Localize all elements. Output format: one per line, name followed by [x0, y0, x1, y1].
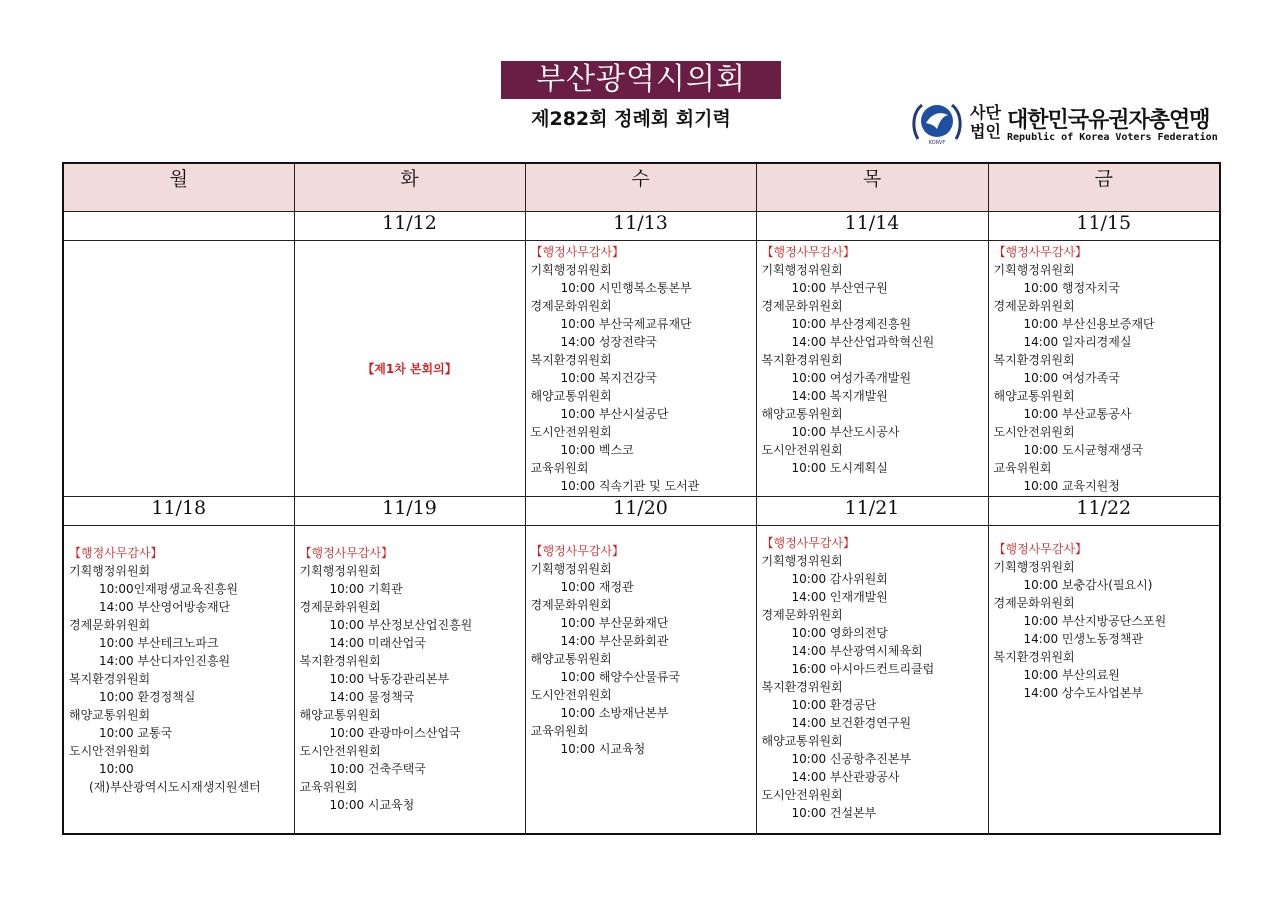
date-cell	[63, 212, 294, 241]
agenda-item: 10:00 부산시설공단	[560, 407, 669, 421]
schedule-list	[526, 241, 756, 495]
week1-schedule-row	[63, 241, 1220, 497]
agenda-item: 10:00 영화의전당	[791, 626, 888, 640]
agenda-item: 10:00 감사위원회	[791, 572, 888, 586]
agenda-item: 10:00 도시균형재생국	[1023, 443, 1144, 457]
committee-name: 교육위원회	[299, 780, 358, 794]
agenda-item: 10:00 부산교통공사	[1023, 407, 1132, 421]
agenda-item: 10:00 관광마이스산업국	[329, 726, 461, 740]
agenda-item: 10:00 시민행복소통본부	[560, 281, 692, 295]
agenda-item: 10:00 신공항추진본부	[791, 752, 912, 766]
schedule-list	[526, 526, 756, 758]
weekday-wed: 수	[525, 163, 756, 212]
session-calendar	[62, 162, 1221, 835]
agenda-item: 10:00 기획관	[329, 582, 403, 596]
audit-tag: 【행정사무감사】	[993, 542, 1088, 556]
agenda-item: 14:00 물정책국	[329, 690, 415, 704]
committee-name: 해양교통위원회	[761, 734, 843, 748]
agenda-item: 14:00 부산산업과학혁신원	[791, 335, 935, 349]
schedule-cell	[756, 526, 988, 834]
committee-name: 복지환경위원회	[299, 654, 381, 668]
committee-name: 복지환경위원회	[69, 672, 151, 686]
committee-name: 도시안전위원회	[761, 788, 843, 802]
schedule-list	[757, 526, 988, 822]
date-cell: 11/14	[756, 212, 988, 241]
agenda-item: 14:00 부산문화회관	[560, 634, 669, 648]
committee-name: 경제문화위원회	[993, 299, 1075, 313]
schedule-list	[64, 526, 294, 796]
agenda-item: 16:00 아시아드컨트리클럽	[791, 662, 935, 676]
committee-name: 경제문화위원회	[761, 608, 843, 622]
page-subtitle: 제282회 정례회 회기력	[531, 108, 731, 130]
date-cell: 11/13	[525, 212, 756, 241]
schedule-cell	[525, 241, 756, 497]
agenda-item: 14:00 인재개발원	[791, 590, 888, 604]
committee-name: 교육위원회	[993, 461, 1052, 475]
committee-name: 해양교통위원회	[530, 652, 612, 666]
committee-name: 도시안전위원회	[299, 744, 381, 758]
agenda-item: 10:00 부산지방공단스포원	[1023, 614, 1167, 628]
agenda-item: 10:00 부산정보산업진흥원	[329, 618, 473, 632]
agenda-item: 10:00 환경공단	[791, 698, 877, 712]
agenda-item: 10:00 부산신용보증재단	[1023, 317, 1155, 331]
agenda-item: 10:00 시교육청	[560, 742, 646, 756]
date-cell: 11/21	[756, 497, 988, 526]
schedule-list	[757, 241, 988, 477]
schedule-cell-empty	[63, 241, 294, 497]
agenda-item: 14:00 민생노동정책관	[1023, 632, 1144, 646]
committee-name: 복지환경위원회	[993, 353, 1075, 367]
agenda-item: 10:00 부산국제교류재단	[560, 317, 692, 331]
organization-logo	[910, 97, 1230, 149]
committee-name: 해양교통위원회	[993, 389, 1075, 403]
schedule-cell	[988, 526, 1220, 834]
committee-name: 경제문화위원회	[993, 596, 1075, 610]
svg-text:KORVF: KORVF	[928, 140, 946, 146]
week2-schedule-row	[63, 526, 1220, 834]
week2-date-row	[63, 497, 1220, 526]
date-cell: 11/22	[988, 497, 1220, 526]
schedule-cell	[63, 526, 294, 834]
committee-name: 기획행정위원회	[761, 554, 843, 568]
committee-name: 기획행정위원회	[530, 263, 612, 277]
agenda-item: 14:00 복지개발원	[791, 389, 888, 403]
agenda-item: 10:00 부산도시공사	[791, 425, 900, 439]
agenda-item: 10:00 여성가족국	[1023, 371, 1120, 385]
schedule-list	[295, 526, 525, 814]
agenda-item: 10:00 재정관	[560, 580, 634, 594]
committee-name: 경제문화위원회	[761, 299, 843, 313]
audit-tag: 【행정사무감사】	[761, 536, 856, 550]
agenda-item: 10:00 직속기관 및 도서관	[560, 479, 700, 493]
weekday-header-row	[63, 163, 1220, 212]
schedule-cell	[756, 241, 988, 497]
logo-english-name: Republic of Korea Voters Federation	[1007, 132, 1218, 143]
committee-name: 경제문화위원회	[299, 600, 381, 614]
agenda-item: (재)부산광역시도시재생지원센터	[89, 780, 261, 794]
agenda-item: 10:00 부산의료원	[1023, 668, 1120, 682]
audit-tag: 【행정사무감사】	[530, 544, 625, 558]
committee-name: 기획행정위원회	[69, 564, 151, 578]
agenda-item: 14:00 보건환경연구원	[791, 716, 912, 730]
committee-name: 도시안전위원회	[530, 425, 612, 439]
committee-name: 교육위원회	[530, 461, 589, 475]
agenda-item: 10:00	[99, 762, 134, 776]
agenda-item: 10:00 낙동강관리본부	[329, 672, 450, 686]
date-cell: 11/18	[63, 497, 294, 526]
agenda-item: 14:00 일자리경제실	[1023, 335, 1132, 349]
agenda-item: 10:00 부산경제진흥원	[791, 317, 912, 331]
date-cell: 11/12	[294, 212, 525, 241]
agenda-item: 10:00 부산테크노파크	[99, 636, 219, 650]
agenda-item: 14:00 부산영어방송재단	[99, 600, 231, 614]
agenda-item: 10:00 보충감사(필요시)	[1023, 578, 1153, 592]
committee-name: 도시안전위원회	[761, 443, 843, 457]
schedule-cell	[294, 526, 525, 834]
audit-tag: 【행정사무감사】	[530, 245, 625, 259]
agenda-item: 10:00 복지건강국	[560, 371, 657, 385]
committee-name: 도시안전위원회	[993, 425, 1075, 439]
committee-name: 복지환경위원회	[761, 353, 843, 367]
weekday-thu: 목	[756, 163, 988, 212]
plenary-session-label: 【제1차 본회의】	[294, 241, 525, 497]
committee-name: 복지환경위원회	[530, 353, 612, 367]
week1-date-row	[63, 212, 1220, 241]
audit-tag: 【행정사무감사】	[299, 546, 394, 560]
committee-name: 해양교통위원회	[299, 708, 381, 722]
schedule-cell	[525, 526, 756, 834]
weekday-fri: 금	[988, 163, 1220, 212]
committee-name: 기획행정위원회	[530, 562, 612, 576]
agenda-item: 10:00 부산문화재단	[560, 616, 669, 630]
agenda-item: 10:00인재평생교육진흥원	[99, 582, 238, 596]
committee-name: 해양교통위원회	[761, 407, 843, 421]
agenda-item: 14:00 성장전략국	[560, 335, 657, 349]
committee-name: 복지환경위원회	[993, 650, 1075, 664]
committee-name: 기획행정위원회	[299, 564, 381, 578]
agenda-item: 14:00 상수도사업본부	[1023, 686, 1144, 700]
committee-name: 경제문화위원회	[530, 598, 612, 612]
weekday-mon: 월	[63, 163, 294, 212]
committee-name: 도시안전위원회	[530, 688, 612, 702]
logo-corp-label: 사단법인	[970, 103, 1001, 141]
agenda-item: 10:00 벡스코	[560, 443, 634, 457]
agenda-item: 10:00 행정자치국	[1023, 281, 1120, 295]
schedule-cell	[988, 241, 1220, 497]
agenda-item: 10:00 시교육청	[329, 798, 415, 812]
schedule-list	[989, 241, 1220, 495]
audit-tag: 【행정사무감사】	[761, 245, 856, 259]
agenda-item: 10:00 교육지원청	[1023, 479, 1120, 493]
committee-name: 기획행정위원회	[761, 263, 843, 277]
agenda-item: 10:00 건축주택국	[329, 762, 426, 776]
agenda-item: 14:00 부산디자인진흥원	[99, 654, 231, 668]
dove-emblem-icon	[910, 99, 964, 147]
agenda-item: 10:00 교통국	[99, 726, 173, 740]
committee-name: 복지환경위원회	[761, 680, 843, 694]
schedule-list	[989, 526, 1220, 702]
page-title: 부산광역시의회	[501, 61, 781, 99]
committee-name: 경제문화위원회	[530, 299, 612, 313]
agenda-item: 10:00 환경정책실	[99, 690, 196, 704]
agenda-item: 10:00 해양수산물류국	[560, 670, 681, 684]
date-cell: 11/15	[988, 212, 1220, 241]
committee-name: 도시안전위원회	[69, 744, 151, 758]
committee-name: 경제문화위원회	[69, 618, 151, 632]
committee-name: 기획행정위원회	[993, 263, 1075, 277]
committee-name: 교육위원회	[530, 724, 589, 738]
agenda-item: 10:00 건설본부	[791, 806, 877, 820]
committee-name: 해양교통위원회	[530, 389, 612, 403]
date-cell: 11/20	[525, 497, 756, 526]
committee-name: 해양교통위원회	[69, 708, 151, 722]
agenda-item: 14:00 부산관광공사	[791, 770, 900, 784]
agenda-item: 10:00 부산연구원	[791, 281, 888, 295]
logo-org-name: 대한민국유권자총연맹	[1007, 108, 1210, 133]
agenda-item: 10:00 소방재난본부	[560, 706, 669, 720]
agenda-item: 10:00 도시계획실	[791, 461, 888, 475]
audit-tag: 【행정사무감사】	[993, 245, 1088, 259]
agenda-item: 14:00 미래산업국	[329, 636, 426, 650]
audit-tag: 【행정사무감사】	[69, 546, 163, 560]
agenda-item: 10:00 여성가족개발원	[791, 371, 912, 385]
agenda-item: 14:00 부산광역시체육회	[791, 644, 923, 658]
weekday-tue: 화	[294, 163, 525, 212]
committee-name: 기획행정위원회	[993, 560, 1075, 574]
date-cell: 11/19	[294, 497, 525, 526]
